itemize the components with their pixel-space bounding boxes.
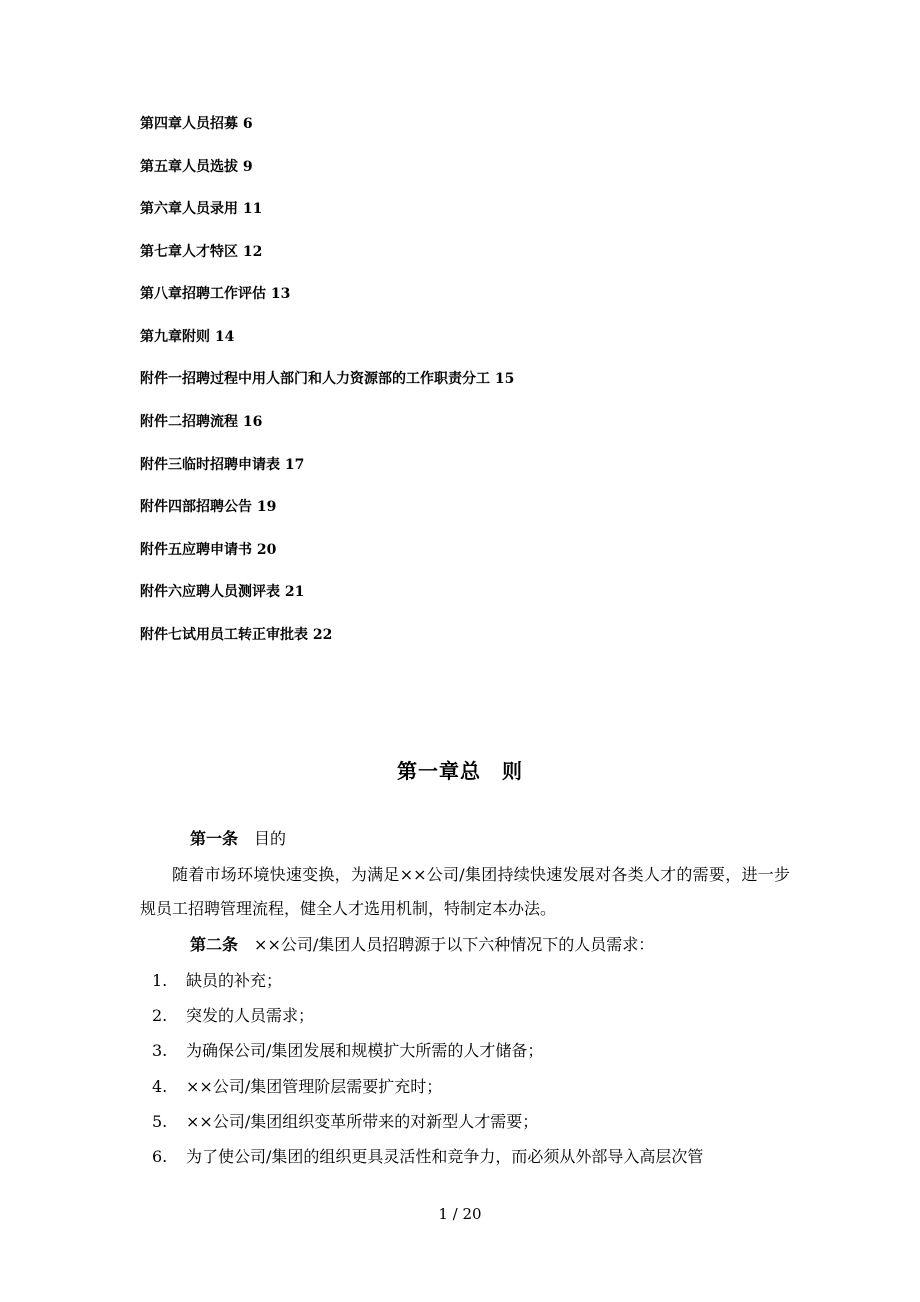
list-item: 5. ××公司/集团组织变革所带来的对新型人才需要；	[152, 1112, 539, 1131]
list-item: 3. 为确保公司/集团发展和规模扩大所需的人才储备；	[152, 1041, 544, 1060]
article-1-heading	[140, 822, 790, 856]
toc-item: 附件六应聘人员测评表 21	[140, 584, 305, 600]
toc-item: 附件七试用员工转正审批表 22	[140, 627, 333, 643]
toc-item: 第八章招聘工作评估 13	[140, 286, 291, 302]
article-1-title: 目的	[254, 829, 287, 848]
toc-item: 附件二招聘流程 16	[140, 414, 263, 430]
article-2	[140, 928, 790, 962]
toc-item: 第五章人员选拔 9	[140, 159, 253, 175]
toc-item: 第七章人才特区 12	[140, 244, 263, 260]
list-item: 2. 突发的人员需求；	[152, 1006, 315, 1025]
list-item: 4. ××公司/集团管理阶层需要扩充时；	[152, 1077, 443, 1096]
article-1-label: 第一条	[190, 829, 239, 848]
page-number: 1 / 20	[438, 1205, 482, 1223]
toc-item: 附件三临时招聘申请表 17	[140, 457, 305, 473]
toc-item: 附件一招聘过程中用人部门和人力资源部的工作职责分工 15	[140, 371, 515, 387]
article-2-text: ××公司/集团人员招聘源于以下六种情况下的人员需求：	[254, 935, 655, 954]
article-1-body: 随着市场环境快速变换，为满足××公司/集团持续快速发展对各类人才的需要，进一步规员工招聘管理流程，健全人才选用机制，特制定本办法。	[140, 865, 790, 918]
toc-item: 第六章人员录用 11	[140, 201, 263, 217]
article-2-label: 第二条	[190, 935, 239, 954]
toc-item: 第九章附则 14	[140, 329, 235, 345]
toc-item: 附件五应聘申请书 20	[140, 542, 277, 558]
list-item: 6. 为了使公司/集团的组织更具灵活性和竞争力，而必须从外部导入高层次管	[152, 1147, 704, 1166]
toc-item: 附件四部招聘公告 19	[140, 499, 277, 515]
list-item: 1. 缺员的补充；	[152, 971, 283, 990]
toc-item: 第四章人员招募 6	[140, 116, 253, 132]
chapter-title: 第一章总 则	[397, 759, 523, 783]
